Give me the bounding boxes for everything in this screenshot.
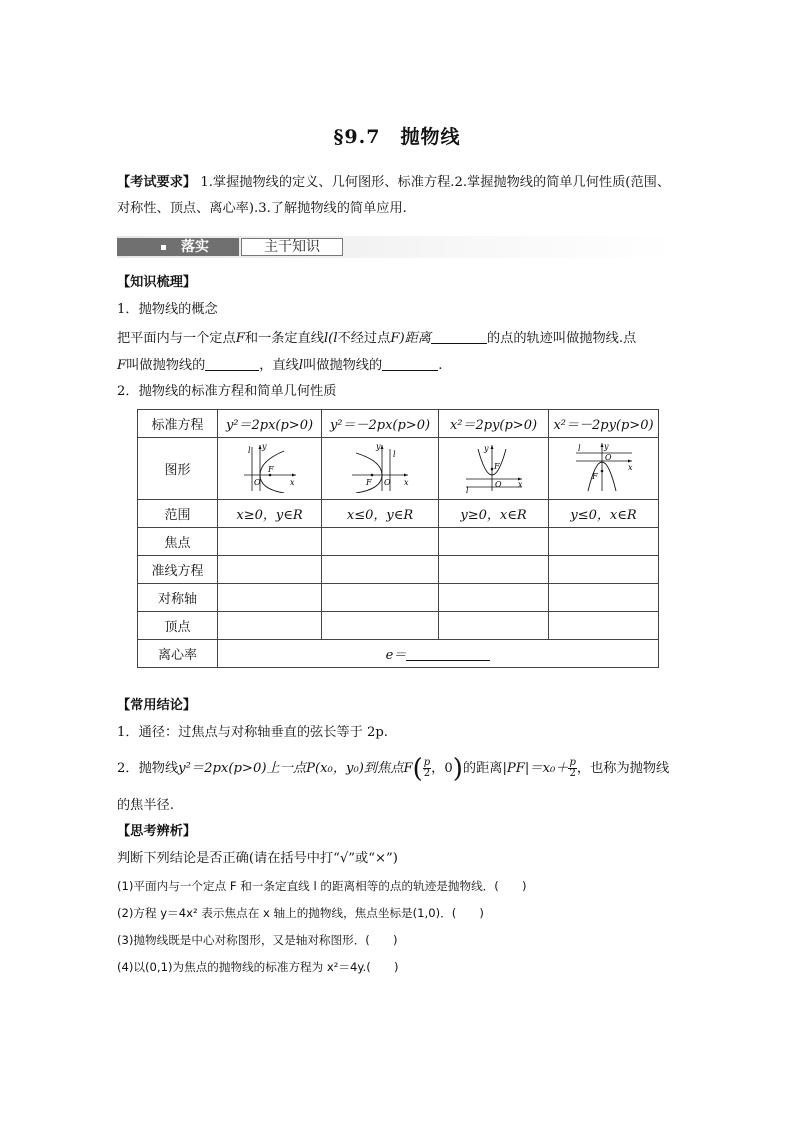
section-dark-label: 落实 (181, 239, 209, 255)
graph-label-f: F (267, 464, 274, 474)
text-run: 把平面内与一个定点 (117, 331, 236, 346)
table-cell: 焦点 (138, 528, 218, 556)
graph-label-x: x (627, 462, 633, 472)
text-run: y²＝2px(p>0)上一点 (178, 761, 307, 776)
table-cell: 对称轴 (138, 584, 218, 612)
text-run: 的距离 (462, 761, 503, 776)
parabola-right-graph (240, 441, 300, 493)
thinking-label: 【思考辨析】 (117, 824, 197, 839)
graph-label-l: l (577, 443, 581, 453)
text-run: 的点的轨迹叫做抛物线.点 (486, 331, 637, 346)
judge-item-1: (1)平面内与一个定点 F 和一条定直线 l 的距离相等的点的轨迹是抛物线．( ) (117, 879, 527, 893)
text-run: 叫做抛物线的 (126, 358, 206, 373)
section-tab-light: 主干知识 (241, 238, 343, 256)
text-run: 不经过点 (337, 331, 391, 346)
text-run: 和一条定直线 (244, 331, 324, 346)
graph-label-o: O (494, 479, 502, 489)
graph-label-x: x (404, 477, 409, 487)
requirement-text-2: 对称性、顶点、离心率).3.了解抛物线的简单应用. (117, 201, 407, 216)
graph-label-l: l (247, 445, 251, 455)
table-cell: x≤0，y∈R (322, 500, 439, 528)
fraction-numerator: p (569, 757, 576, 768)
table-cell (218, 556, 322, 584)
text-run: F (403, 761, 413, 776)
knowledge-item1-line1 (117, 329, 636, 348)
graph-label-x: x (517, 479, 523, 489)
table-cell: 准线方程 (138, 556, 218, 584)
knowledge-item1-title: 1．抛物线的概念 (117, 302, 218, 317)
table-cell: y≥0，x∈R (439, 500, 549, 528)
table-row (138, 640, 659, 668)
conclusion-2-line2: 的焦半径. (117, 798, 174, 813)
paren-open: ( (412, 754, 423, 784)
fraction-numerator: p (423, 757, 431, 768)
thinking-intro: 判断下列结论是否正确(请在括号中打“√”或“×”) (117, 851, 398, 866)
graph-label-o: O (253, 477, 261, 487)
text-run: l(l (323, 331, 338, 346)
text-run: P(x₀，y₀)到焦点 (306, 761, 404, 776)
fraction-p-over-2 (423, 758, 431, 779)
knowledge-label: 【知识梳理】 (117, 275, 197, 290)
parabola-up-graph (462, 441, 526, 493)
table-cell (218, 438, 322, 500)
table-cell (549, 612, 659, 640)
graph-label-y: y (483, 443, 489, 453)
graph-label-f: F (366, 477, 372, 487)
fraction-denominator: 2 (423, 768, 431, 779)
table-cell (218, 640, 659, 668)
table-cell (218, 528, 322, 556)
table-cell: 标准方程 (138, 410, 218, 438)
table-cell: x²＝－2py(p>0) (549, 410, 659, 438)
fill-blank[interactable] (382, 356, 438, 371)
requirement-text-1: 1.掌握抛物线的定义、几何图形、标准方程.2.掌握抛物线的简单几何性质(范围、 (200, 175, 671, 190)
parabola-down-graph (572, 441, 636, 493)
table-cell: 范围 (138, 500, 218, 528)
table-cell (549, 584, 659, 612)
table-row (138, 612, 659, 640)
graph-label-o: O (604, 452, 612, 462)
table-cell: x≥0，y∈R (218, 500, 322, 528)
text-run: 叫做抛物线的 (303, 358, 383, 373)
text-run: F (235, 331, 245, 346)
table-cell: 顶点 (138, 612, 218, 640)
table-row (138, 556, 659, 584)
text-run: F)距离 (390, 331, 431, 346)
table-cell: x²＝2py(p>0) (439, 410, 549, 438)
table-row (138, 410, 659, 438)
table-row (138, 528, 659, 556)
knowledge-item2-title: 2．抛物线的标准方程和简单几何性质 (117, 384, 337, 399)
table-cell (439, 528, 549, 556)
graph-label-y: y (261, 441, 267, 451)
fill-blank[interactable] (205, 356, 259, 371)
fraction-p-over-2 (568, 758, 576, 779)
table-cell: 离心率 (138, 640, 218, 668)
table-cell: y≤0，x∈R (549, 500, 659, 528)
graph-label-y: y (603, 441, 609, 451)
table-cell (439, 612, 549, 640)
graph-label-x: x (289, 477, 295, 487)
table-cell (322, 528, 439, 556)
conclusion-1: 1．通径：过焦点与对称轴垂直的弦长等于 2p. (117, 725, 388, 740)
text-run: F (117, 358, 127, 373)
text-run: ，0 (431, 761, 453, 776)
conclusion-2 (117, 754, 670, 784)
graph-label-o: O (384, 477, 391, 487)
graph-label-f: F (591, 471, 598, 481)
text-run: |PF|＝x₀＋ (502, 761, 569, 776)
text-run: . (438, 358, 443, 373)
section-bar (117, 236, 677, 258)
text-run: ，直线 (259, 358, 299, 373)
table-cell (322, 612, 439, 640)
judge-item-3: (3)抛物线既是中心对称图形，又是轴对称图形．( ) (117, 933, 398, 947)
table-cell (218, 612, 322, 640)
table-cell (439, 438, 549, 500)
graph-label-l: l (465, 485, 469, 493)
knowledge-item1-line2 (117, 356, 442, 375)
judge-item-2: (2)方程 y＝4x² 表示焦点在 x 轴上的抛物线，焦点坐标是(1,0)．( ) (117, 906, 484, 920)
table-row (138, 584, 659, 612)
table-cell: y²＝2px(p>0) (218, 410, 322, 438)
table-cell: y²＝－2px(p>0) (322, 410, 439, 438)
table-cell (322, 556, 439, 584)
parabola-properties-table (137, 409, 659, 668)
fill-blank[interactable] (406, 646, 490, 661)
square-bullet-icon (161, 245, 166, 250)
judge-item-4: (4)以(0,1)为焦点的抛物线的标准方程为 x²＝4y.( ) (117, 960, 399, 974)
table-cell (322, 584, 439, 612)
graph-label-l: l (393, 449, 396, 459)
requirement-line-1 (117, 174, 670, 192)
eccentricity-label: e＝ (385, 648, 407, 663)
conclusions-label: 【常用结论】 (117, 698, 197, 713)
table-cell (439, 556, 549, 584)
text-run: l (298, 358, 304, 373)
text-run: ，也称为抛物线 (576, 761, 670, 776)
table-cell (439, 584, 549, 612)
fill-blank[interactable] (431, 329, 487, 344)
table-cell (549, 528, 659, 556)
section-tab-dark (117, 238, 239, 256)
table-cell: 图形 (138, 438, 218, 500)
graph-label-f: F (493, 461, 500, 471)
parabola-left-graph (348, 441, 412, 493)
paren-close: ) (452, 754, 463, 784)
text-run: 2．抛物线 (117, 761, 179, 776)
page-title: §9.7 抛物线 (333, 126, 461, 148)
table-cell (549, 438, 659, 500)
fraction-denominator: 2 (569, 768, 576, 779)
table-row (138, 500, 659, 528)
table-cell (322, 438, 439, 500)
table-cell (218, 584, 322, 612)
requirement-label: 【考试要求】 (117, 175, 197, 190)
graph-label-y: y (376, 441, 381, 451)
table-cell (549, 556, 659, 584)
table-row (138, 438, 659, 500)
